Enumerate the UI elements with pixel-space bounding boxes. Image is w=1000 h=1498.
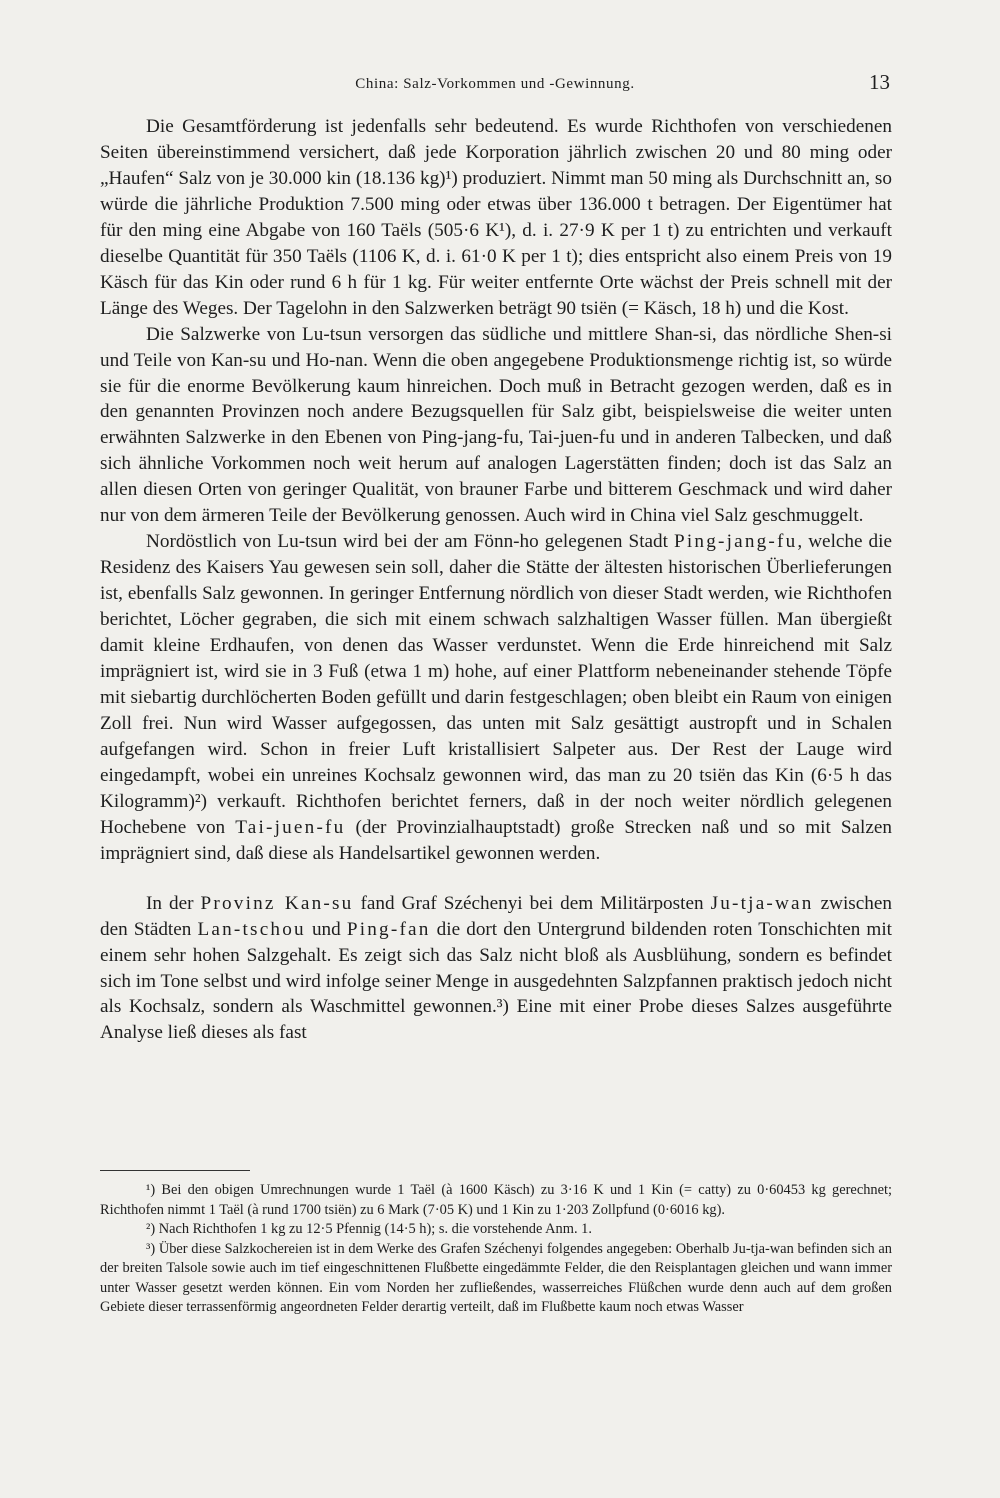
main-text — [100, 114, 892, 1046]
page-number: 13 — [869, 70, 890, 94]
paragraph-3-text-c: (der Provinzialhauptstadt) große Strecken naß und so mit Salzen imprägniert sind, daß diese als Handelsartikel gewonnen werden. — [100, 816, 892, 864]
paragraph-3-text-a: Nordöstlich von Lu-tsun wird bei der am Fönn-ho gelegenen Stadt — [146, 531, 674, 553]
paragraph-1: Die Gesamtförderung ist jedenfalls sehr bedeutend. Es wurde Richthofen von verschiedenen Seiten übereinstimmend versichert, daß jede Korporation jährlich zwischen 20 und 80 ming oder „Haufen“ Salz von je 30.000 kin (18.136 kg)¹) produziert. Nimmt man 50 ming als Durchschnitt an, so würde die jährliche Produktion 7.500 ming oder etwas über 136.000 t betragen. Der Eigentümer hat für den ming eine Abgabe von 160 Taëls (505·6 K¹), d. i. 27·9 K per 1 t) zu entrichten und verkauft dieselbe Quantität für 350 Taëls (1106 K, d. i. 61·0 K per 1 t); dies entspricht also einem Preis von 19 Käsch für das Kin oder rund 6 h für 1 kg. Für weiter entfernte Orte wächst der Preis schnell mit der Länge des Weges. Der Tagelohn in den Salzwerken beträgt 90 tsiën (= Käsch, 18 h) und die Kost. — [100, 116, 892, 319]
footnote-1: ¹) Bei den obigen Umrechnungen wurde 1 Taël (à 1600 Käsch) zu 3·16 K und 1 Kin (= catty) zu 0·60453 kg gerechnet; Richthofen nimmt 1 Taël (à rund 1700 tsiën) zu 6 Mark (7·05 K) und 1 Kin zu 1·203 Zollpfund (0·6016 kg). — [100, 1182, 892, 1218]
footnote-divider — [100, 1170, 250, 1171]
running-title: China: Salz-Vorkommen und -Gewinnung. — [355, 76, 635, 92]
footnote-2: ²) Nach Richthofen 1 kg zu 12·5 Pfennig (14·5 h); s. die vorstehende Anm. 1. — [146, 1221, 592, 1237]
paragraph-4-text-a: In der — [146, 892, 201, 914]
paragraph-4-text-b: fand Graf Széchenyi bei dem Militärposten — [353, 892, 711, 914]
place-tai-juen-fu: Tai-juen-fu — [235, 816, 346, 838]
place-ping-jang-fu: Ping-jang-fu — [674, 531, 798, 553]
paragraph-4 — [100, 891, 892, 1047]
province-kan-su: Provinz Kan-su — [200, 892, 354, 914]
paragraph-3-text-b: , welche die Residenz des Kaisers Yau gewesen sein soll, daher die Stätte der ältesten historischen Überlieferungen ist, ebenfalls Salz gewonnen. In geringer Entfernung nördlich von dieser Stadt werden, wie Richthofen berichtet, Löcher gegraben, die sich mit einem schwach salzhaltigen Wasser füllen. Man übergießt damit kleine Erdhaufen, von denen das Wasser verdunstet. Wenn die Erde hinreichend mit Salz imprägniert ist, wird sie in 3 Fuß (etwa 1 m) hohe, auf einer Plattform nebeneinander stehende Töpfe mit siebartig durchlöcherten Boden gefüllt und darin festgeschlagen; oben bleibt ein Raum von einigen Zoll frei. Nun wird Wasser aufgegossen, das unten mit Salz gesättigt austropft und in Schalen aufgefangen wird. Schon in freier Luft kristallisiert Salpeter aus. Der Rest der Lauge wird eingedampft, wobei ein unreines Kochsalz gewonnen wird, das man zu 20 tsiën das Kin (6·5 h das Kilogramm)²) verkauft. Richthofen berichtet ferners, daß in der noch weiter nördlich gelegenen Hochebene von — [100, 531, 892, 838]
running-header — [100, 70, 890, 100]
city-lan-tschou: Lan-tschou — [197, 918, 306, 940]
paragraph-4-text-e: die dort den Untergrund bildenden roten Tonschichten mit einem sehr hohen Salzgehalt. Es zeigt sich das Salz nicht bloß als Ausblühung, sondern es befindet sich im Tone selbst und wird infolge seiner Menge in ausgedehnten Salzpfannen praktisch jedoch nicht als Kochsalz, sondern als Waschmittel gewonnen.³) Eine mit einer Probe dieses Salzes ausgeführte Analyse ließ dieses als fast — [100, 918, 893, 1044]
city-ping-fan: Ping-fan — [346, 918, 431, 940]
paragraph-2: Die Salzwerke von Lu-tsun versorgen das südliche und mittlere Shan-si, das nördliche Shen-si und Teile von Kan-su und Ho-nan. Wenn die oben angegebene Produktionsmenge richtig ist, so würde sie für die enorme Bevölkerung kaum hinreichen. Doch muß in Betracht gezogen werden, daß es in den genannten Provinzen noch andere Bezugsquellen für Salz gibt, beispielsweise die weiter unten erwähnten Salzwerke in den Ebenen von Ping-jang-fu, Tai-juen-fu und in anderen Talbecken, und daß sich ähnliche Vorkommen noch weit herum auf analogen Lagerstätten finden; doch ist das Salz an allen diesen Orten von geringer Qualität, von brauner Farbe und bitterem Geschmack und wird daher nur von dem ärmeren Teile der Bevölkerung genossen. Auch wird in China viel Salz geschmuggelt. — [100, 323, 892, 527]
paragraph-4-text-d: und — [305, 918, 347, 940]
paragraph-3 — [100, 529, 892, 866]
footnote-3: ³) Über diese Salzkochereien ist in dem Werke des Grafen Széchenyi folgendes angegeben: Oberhalb Ju-tja-wan befinden sich an der breiten Talsole sowie auch im tief eingeschnittenen Flußbette eingedämmte Felder, die den Reisplantagen gleichen und wann immer unter Wasser gesetzt werden können. Ein vom Norden her zufließendes, wasserreiches Flüßchen wurde denn auch auf dem großen Gebiete dieser terrassenförmig angeordneten Felder derartig verteilt, daß im Flußbette kaum noch etwas Wasser — [100, 1240, 892, 1315]
post-ju-tja-wan: Ju-tja-wan — [710, 892, 814, 914]
footnotes — [100, 1181, 892, 1318]
paragraph-4-text-c: zwischen den Städten — [100, 892, 892, 940]
